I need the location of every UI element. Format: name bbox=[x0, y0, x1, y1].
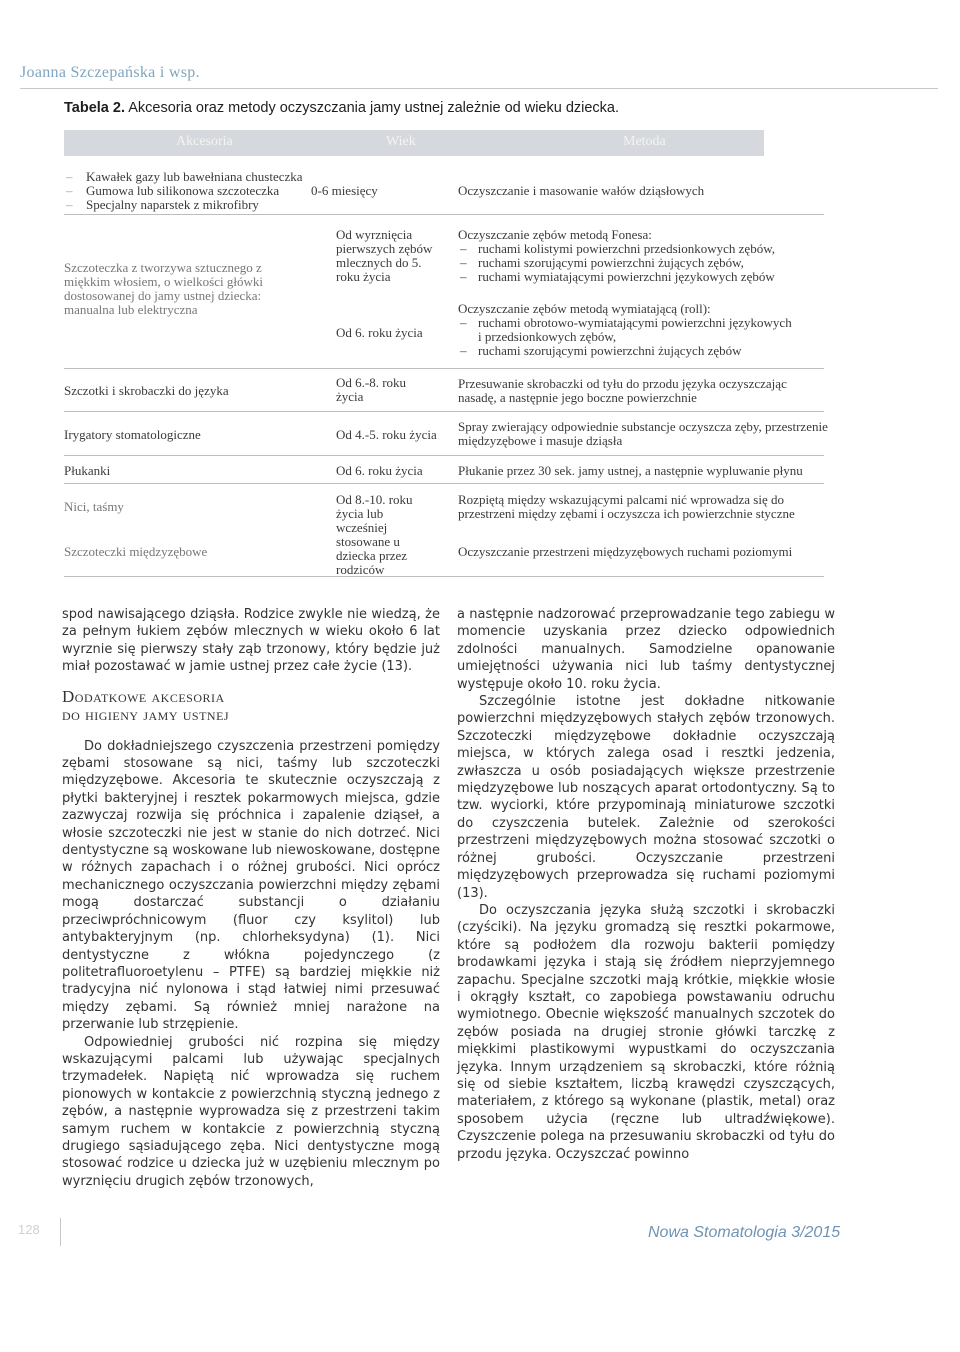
running-head: Joanna Szczepańska i wsp. bbox=[20, 64, 200, 81]
row0-method: Oczyszczanie i masowanie wałów dziąsłowych bbox=[458, 183, 705, 198]
list-item: – Kawałek gazy lub bawełniana chusteczka bbox=[64, 170, 314, 184]
row3-age: Od 4.-5. roku życia bbox=[336, 427, 437, 442]
row1-accessories: Szczoteczka z tworzywa sztucznego z miękkim włosiem, o wielkości główki dostosowanej do jamy ustnej dziecka: manualna lub elektryczna bbox=[64, 260, 263, 317]
list-item-continued: i przedsionkowych zębów, bbox=[478, 329, 617, 344]
section-heading bbox=[62, 688, 440, 724]
page-number: 128 bbox=[18, 1222, 40, 1237]
row3-method: Spray zwierający odpowiednie substancje oczyszcza zęby, przestrzenie międzyzębowe i masuje dziąsła bbox=[458, 419, 828, 448]
list-item: – ruchami szorującymi powierzchni żujących zębów bbox=[458, 344, 828, 358]
list-item: – ruchami wymiatającymi powierzchni językowych zębów bbox=[458, 270, 828, 284]
body-left-column bbox=[62, 606, 440, 1190]
header-age: Wiek bbox=[386, 134, 416, 149]
row2-age: Od 6.-8. roku życia bbox=[336, 375, 407, 404]
row5-accessories-1: Nici, taśmy bbox=[64, 499, 124, 514]
row5-method-1: Rozpiętą między wskazującymi palcami nić wprowadza się do przestrzeni między zębami i oczyszcza ich powierzchnie styczne bbox=[458, 492, 795, 521]
row2-accessories: Szczotki i skrobaczki do języka bbox=[64, 383, 229, 398]
body-right-column bbox=[457, 606, 835, 1163]
section-heading-line-2: do higieny jamy ustnej bbox=[62, 704, 230, 724]
row0-age: 0-6 miesięcy bbox=[311, 183, 378, 198]
paragraph: Odpowiedniej grubości nić rozpina się między wskazującymi palcami lub używając specjalnych trzymadełek. Napiętą nić wprowadza się ruchem pionowych w kontakcie z powierzchnią styczną jednego z zębów, a następnie wyprowadza się z przestrzeni takim samym ruchem w kontakcie z powierzchnią styczną drugiego sąsiadującego zęba. Nici dentystyczne mogą stosować rodzice u dziecka już w uzębieniu mlecznym po wyrznięciu drugich zębów trzonowych, bbox=[62, 1034, 440, 1189]
list-item: – ruchami szorującymi powierzchni żujących zębów, bbox=[458, 256, 828, 270]
row4-age: Od 6. roku życia bbox=[336, 463, 423, 478]
paragraph: Do dokładniejszego czyszczenia przestrzeni pomiędzy zębami stosowane są nici, taśmy lub szczoteczki międzyzębowe. Akcesoria te skutecznie oczyszczają z płytki bakteryjnej i resztek pokarmowych miejsca, gdzie zazwyczaj rozwija się próchnica i zapalenie dziąseł, a włosie szczoteczki nie jest w stanie do nich dotrzeć. Nici dentystyczne są woskowane lub niewoskowane, dostępne w różnych zapachach i o różnej grubości. Nici oprócz mechanicznego oczyszczania powierzchni między zębami mogą dostarczać substancji o działaniu przeciwpróchnicowym (fluor czy ksylitol) lub antybakteryjnym (np. chlorheksydyna) (1). Nici dentystyczne z włókna pojedynczego (z politetrafluoroetylenu – PTFE) są bardziej miękkie niż tradycyjna nić nylonowa i stąd łatwiej nimi przesuwać między zębami. Są również mniej narażone na przerwanie lub strzępienie. bbox=[62, 738, 440, 1033]
row5-age: Od 8.-10. roku życia lub wcześniej stosowane u dziecka przez rodziców bbox=[336, 492, 413, 577]
paragraph: a następnie nadzorować przeprowadzanie tego zabiegu w momencie uzyskania przez dziecko odpowiednich zdolności manualnych. Samodzielne opanowanie umiejętności używania nici lub taśmy dentystycznej występuje około 10. roku życia. bbox=[457, 607, 835, 692]
table-row-divider bbox=[64, 368, 824, 369]
row2-method: Przesuwanie skrobaczki od tyłu do przodu języka oczyszczając nasadę, a następnie jego boczne powierzchnie bbox=[458, 376, 787, 405]
row4-accessories: Płukanki bbox=[64, 463, 111, 478]
table-row-divider bbox=[64, 411, 824, 412]
table-row-divider bbox=[64, 483, 824, 484]
table-caption-text: Akcesoria oraz metody oczyszczania jamy ustnej zależnie od wieku dziecka. bbox=[124, 100, 620, 116]
row1-method-2 bbox=[458, 302, 828, 358]
table-bottom-rule bbox=[64, 576, 824, 577]
row4-method: Płukanie przez 30 sek. jamy ustnej, a następnie wypluwanie płynu bbox=[458, 463, 803, 478]
header-accessories: Akcesoria bbox=[176, 134, 233, 149]
paragraph: spod nawisającego dziąsła. Rodzice zwykle nie wiedzą, że za pełnym łukiem zębów mlecznych w wieku około 6 lat wyrznie się pierwszy stały ząb trzonowy, który będzie już miał pozostawać w jamie ustnej przez całe życie (13). bbox=[62, 607, 440, 675]
method-title: Oczyszczanie zębów metodą wymiatającą (roll): bbox=[458, 301, 711, 316]
table-row-divider bbox=[64, 214, 824, 215]
row0-accessories bbox=[64, 170, 314, 212]
footer-divider bbox=[60, 1218, 61, 1246]
table-row-divider bbox=[64, 455, 824, 456]
method-title: Oczyszczanie zębów metodą Fonesa: bbox=[458, 227, 652, 242]
table-caption-label: Tabela 2. bbox=[64, 100, 125, 116]
journal-title: Nowa Stomatologia 3/2015 bbox=[648, 1224, 841, 1241]
table-caption bbox=[64, 100, 619, 116]
row5-accessories-2: Szczoteczki międzyzębowe bbox=[64, 544, 208, 559]
row1-age-1: Od wyrznięcia pierwszych zębów mlecznych do 5. roku życia bbox=[336, 227, 433, 284]
list-item: – ruchami obrotowo-wymiatającymi powierzchni językowych bbox=[458, 316, 828, 330]
table-header bbox=[64, 130, 764, 156]
header-rule bbox=[20, 88, 938, 89]
row5-method-2: Oczyszczanie przestrzeni międzyzębowych ruchami poziomymi bbox=[458, 544, 793, 559]
list-item: – ruchami kolistymi powierzchni przedsionkowych zębów, bbox=[458, 242, 828, 256]
row3-accessories: Irygatory stomatologiczne bbox=[64, 427, 201, 442]
paragraph: Szczególnie istotne jest dokładne nitkowanie powierzchni międzyzębowych stałych zębów trzonowych. Szczoteczki międzyzębowe dokładnie oczyszczają miejsca, w których zalega osad i resztki jedzenia, zwłaszcza u osób posiadających większe przestrzenie międzyzębowe lub noszących aparat ortodontyczny. Są to tzw. wyciorki, które przypominają miniaturowe szczotki do czyszczenia butelek. Zależnie od szerokości przestrzeni międzyzębowych można stosować szczotki o różnej grubości. Oczyszczanie przestrzeni międzyzębowych przeprowadza się ruchami poziomymi (13). bbox=[457, 694, 835, 901]
list-item: – Gumowa lub silikonowa szczoteczka bbox=[64, 184, 314, 198]
row1-age-2: Od 6. roku życia bbox=[336, 325, 423, 340]
header-method: Metoda bbox=[623, 134, 666, 149]
section-heading-line-1: Dodatkowe akcesoria bbox=[62, 686, 225, 706]
list-item: – Specjalny naparstek z mikrofibry bbox=[64, 198, 314, 212]
paragraph: Do oczyszczania języka służą szczotki i skrobaczki (czyściki). Na języku gromadzą się resztki pokarmowe, które są podłożem dla rozwoju bakterii pomiędzy brodawkami języka i stają się źródłem nieprzyjemnego zapachu. Specjalne szczotki mają krótkie, miękkie włosie i okrągły kształt, co zapobiega powstawaniu odruchu wymiotnego. Obecnie większość manualnych szczotek do zębów posiada na drugiej stronie główki tarczkę z miękkimi plastikowymi wypustkami do oczyszczania języka. Innym urządzeniem są skrobaczki, które różnią się od siebie kształtem, liczbą krawędzi czyszczących, materiałem, z którego są wykonane (plastik, metal) oraz sposobem użycia (ręczne lub ultradźwiękowe). Czyszczenie polega na przesuwaniu skrobaczki od tyłu do przodu języka. Oczyszczać powinno bbox=[457, 902, 835, 1162]
row1-method-1 bbox=[458, 228, 828, 284]
